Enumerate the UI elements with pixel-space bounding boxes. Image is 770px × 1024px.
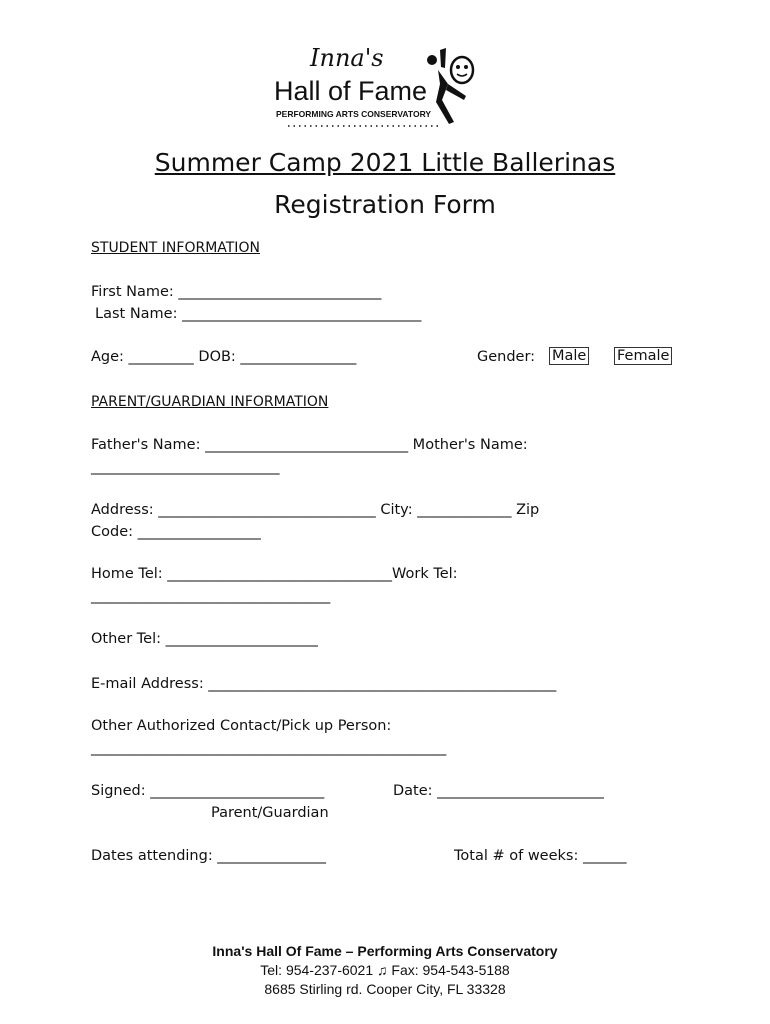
- first-name-field[interactable]: First Name: ____________________________: [91, 284, 382, 300]
- page-subtitle: Registration Form: [274, 190, 496, 219]
- work-tel-line[interactable]: _________________________________: [91, 588, 331, 604]
- other-tel-field[interactable]: Other Tel: _____________________: [91, 631, 318, 647]
- parent-guardian-caption: Parent/Guardian: [211, 805, 329, 821]
- age-dob-field[interactable]: Age: _________ DOB: ________________: [91, 349, 357, 365]
- zip-code-field[interactable]: Code: _________________: [91, 524, 261, 540]
- other-contact-line[interactable]: _________________________________________________: [91, 740, 447, 756]
- email-field[interactable]: E-mail Address: ________________________________________________: [91, 676, 557, 692]
- dates-attending-field[interactable]: Dates attending: _______________: [91, 848, 327, 864]
- total-weeks-field[interactable]: Total # of weeks: ______: [454, 848, 627, 864]
- page-title: Summer Camp 2021 Little Ballerinas: [154, 148, 616, 177]
- signature-field[interactable]: Signed: ________________________: [91, 783, 325, 799]
- date-field[interactable]: Date: _______________________: [393, 783, 604, 799]
- logo-graphic: [270, 40, 502, 132]
- mother-name-line[interactable]: __________________________: [91, 459, 280, 475]
- logo-sub-text: PERFORMING ARTS CONSERVATORY: [276, 109, 432, 119]
- other-contact-label: Other Authorized Contact/Pick up Person:: [91, 718, 392, 734]
- student-section-heading: STUDENT INFORMATION: [91, 240, 260, 256]
- logo-main-text: Hall of Fame: [274, 76, 428, 106]
- gender-female-option[interactable]: Female: [614, 347, 672, 365]
- logo-script-text: Inna's: [310, 44, 384, 72]
- home-tel-field[interactable]: Home Tel: _______________________________Work Tel:: [91, 566, 458, 582]
- footer-contact: Tel: 954-237-6021 ♫ Fax: 954-543-5188: [260, 962, 510, 978]
- address-field[interactable]: Address: ______________________________ City: _____________ Zip: [91, 502, 540, 518]
- parent-section-heading: PARENT/GUARDIAN INFORMATION: [91, 394, 329, 410]
- gender-male-option[interactable]: Male: [549, 347, 589, 365]
- footer-address: 8685 Stirling rd. Cooper City, FL 33328: [264, 981, 506, 997]
- footer-org: Inna's Hall Of Fame – Performing Arts Conservatory: [212, 943, 558, 959]
- gender-label: Gender:: [477, 349, 536, 365]
- dancer-mask-icon: [427, 48, 473, 124]
- logo: [270, 40, 502, 132]
- father-name-field[interactable]: Father's Name: ____________________________ Mother's Name:: [91, 437, 528, 453]
- last-name-field[interactable]: Last Name: _________________________________: [95, 306, 422, 322]
